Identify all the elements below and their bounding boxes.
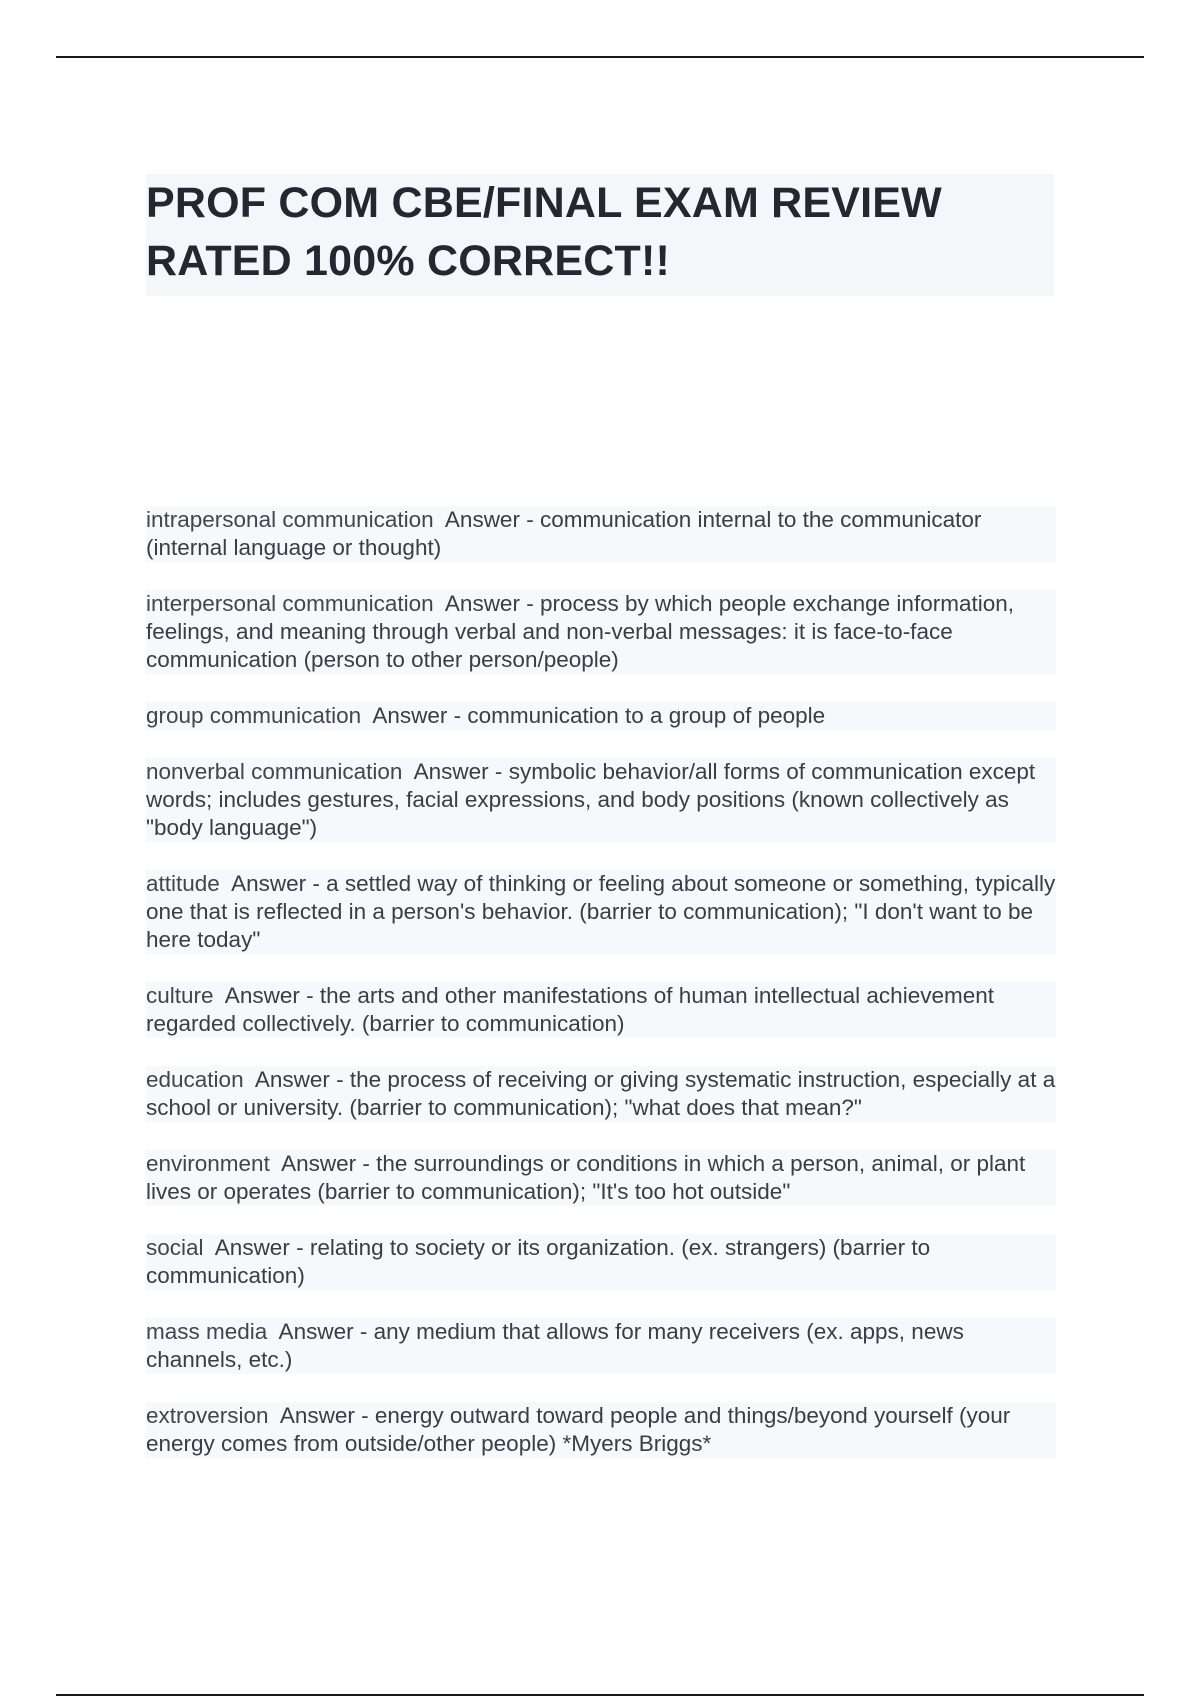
entry-definition: communication to a group of people	[467, 703, 826, 728]
flashcard-entry	[146, 1234, 1056, 1290]
answer-separator: Answer -	[361, 703, 468, 728]
entry-definition: symbolic behavior/all forms of communication except words; includes gestures, facial expressions, and body positions (known collectively as "body language")	[146, 759, 1036, 840]
flashcard-entry	[146, 1402, 1056, 1458]
flashcard-entry	[146, 758, 1056, 842]
answer-separator: Answer -	[219, 871, 327, 896]
page-bottom-rule	[56, 1694, 1144, 1696]
answer-separator: Answer -	[243, 1067, 350, 1092]
entry-term: environment	[146, 1151, 270, 1176]
entry-term: social	[146, 1235, 204, 1260]
entry-definition: the arts and other manifestations of human intellectual achievement regarded collectively. (barrier to communication)	[146, 983, 994, 1036]
flashcard-entry	[146, 506, 1056, 562]
flashcard-entry	[146, 702, 1056, 730]
title-line-2: RATED 100% CORRECT!!	[146, 237, 671, 285]
entry-definition: a settled way of thinking or feeling about someone or something, typically one that is reflected in a person's behavior. (barrier to communication); "I don't want to be here today"	[146, 871, 1056, 952]
answer-separator: Answer -	[268, 1403, 375, 1428]
answer-separator: Answer -	[402, 759, 509, 784]
answer-separator: Answer -	[433, 507, 540, 532]
flashcard-entry	[146, 1150, 1056, 1206]
flashcard-entry	[146, 870, 1056, 954]
answer-separator: Answer -	[203, 1235, 310, 1260]
flashcard-entry	[146, 1318, 1056, 1374]
flashcard-list	[146, 506, 1056, 1486]
entry-term: education	[146, 1067, 244, 1092]
entry-term: mass media	[146, 1319, 268, 1344]
entry-definition: relating to society or its organization. (ex. strangers) (barrier to communication)	[146, 1235, 931, 1288]
answer-separator: Answer -	[267, 1319, 374, 1344]
entry-definition: energy outward toward people and things/beyond yourself (your energy comes from outside/other people) *Myers Briggs*	[146, 1403, 1011, 1456]
entry-term: group communication	[146, 703, 362, 728]
document-title	[146, 174, 1054, 296]
entry-definition: any medium that allows for many receivers (ex. apps, news channels, etc.)	[146, 1319, 964, 1372]
entry-term: interpersonal communication	[146, 591, 434, 616]
entry-term: attitude	[146, 871, 220, 896]
entry-term: nonverbal communication	[146, 759, 403, 784]
entry-definition: process by which people exchange information, feelings, and meaning through verbal and non-verbal messages: it is face-to-face communication (person to other person/people)	[146, 591, 1014, 672]
entry-term: extroversion	[146, 1403, 269, 1428]
entry-definition: the process of receiving or giving systematic instruction, especially at a school or university. (barrier to communication); "what does that mean?"	[146, 1067, 1056, 1120]
flashcard-entry	[146, 1066, 1056, 1122]
answer-separator: Answer -	[433, 591, 540, 616]
flashcard-entry	[146, 982, 1056, 1038]
entry-term: culture	[146, 983, 214, 1008]
entry-definition: communication internal to the communicator (internal language or thought)	[146, 507, 982, 560]
answer-separator: Answer -	[269, 1151, 377, 1176]
title-line-1: PROF COM CBE/FINAL EXAM REVIEW	[146, 179, 942, 227]
entry-term: intrapersonal communication	[146, 507, 434, 532]
flashcard-entry	[146, 590, 1056, 674]
answer-separator: Answer -	[213, 983, 320, 1008]
entry-definition: the surroundings or conditions in which a person, animal, or plant lives or operates (barrier to communication); "It's too hot outside"	[146, 1151, 1026, 1204]
page-top-rule	[56, 56, 1144, 58]
